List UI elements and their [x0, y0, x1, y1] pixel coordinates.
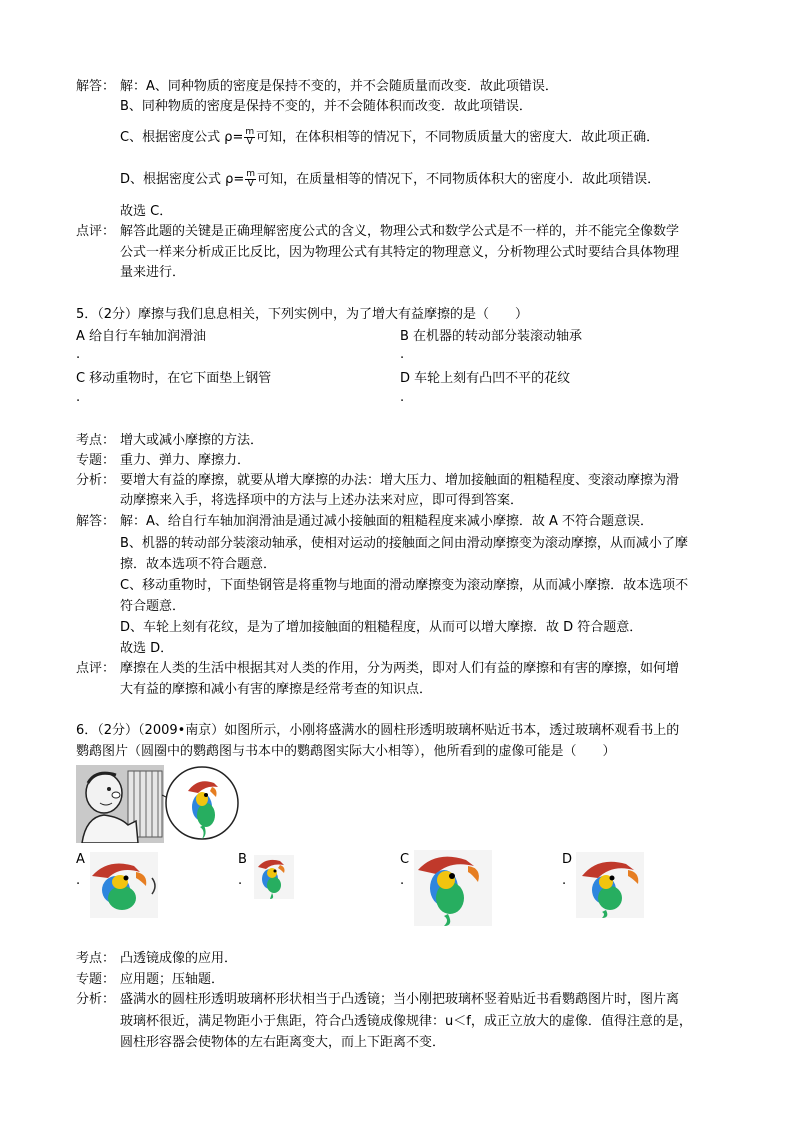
- q5-dianping-label: 点评：: [76, 661, 116, 676]
- q6-kaodian-label: 考点：: [76, 951, 116, 966]
- q6-fenxi-3: 圆柱形容器会使物体的左右距离变大，而上下距离不变．: [120, 1035, 446, 1050]
- q6-zhuanti: 应用题；压轴题．: [120, 972, 225, 987]
- q4-answer-d-post: 可知，在质量相等的情况下，不同物质体积大的密度小．故此项错误．: [257, 172, 661, 187]
- q6-option-c-dot: .: [400, 873, 405, 888]
- fraction-numerator: m: [246, 169, 256, 179]
- q4-comment-label: 点评：: [76, 224, 116, 239]
- q6-stem-1: 6．（2分）（2009•南京）如图所示，小刚将盛满水的圆柱形透明玻璃杯贴近书本，透过玻璃杯观看书上的: [76, 723, 680, 738]
- q5-kaodian: 增大或减小摩擦的方法．: [120, 433, 264, 448]
- q5-fenxi-1: 要增大有益的摩擦，就要从增大摩擦的办法：增大压力、增加接触面的粗糙程度、变滚动摩擦为滑: [120, 473, 680, 488]
- q5-jieda-7: 故选 D．: [120, 641, 174, 656]
- q5-jieda-4: C、移动重物时，下面垫钢管是将重物与地面的滑动摩擦变为滚动摩擦，从而减小摩擦．故本选项不: [120, 578, 689, 593]
- q5-fenxi-2: 动摩擦来入手，将选择项中的方法与上述办法来对应，即可得到答案．: [120, 493, 524, 508]
- q4-comment-3: 量来进行．: [120, 265, 186, 280]
- q4-comment-2: 公式一样来分析成正比反比，因为物理公式有其特定的物理意义，分析物理公式时要结合具体物理: [120, 245, 680, 260]
- q5-option-d[interactable]: D 车轮上刻有凸凹不平的花纹: [400, 371, 571, 386]
- q4-choose: 故选 C．: [120, 204, 173, 219]
- q5-option-c-dot: .: [76, 390, 81, 405]
- q4-answer-c-pre: C、根据密度公式 ρ=: [120, 130, 244, 145]
- fraction-denominator: V: [247, 179, 254, 189]
- density-fraction: [244, 128, 255, 147]
- q5-jieda-6: D、车轮上刻有花纹，是为了增加接触面的粗糙程度，从而可以增大摩擦．故 D 符合题意．: [120, 620, 643, 635]
- q4-comment-1: 解答此题的关键是正确理解密度公式的含义，物理公式和数学公式是不一样的，并不能完全像数学: [120, 224, 680, 239]
- q6-fenxi-label: 分析：: [76, 992, 116, 1007]
- q6-zhuanti-label: 专题：: [76, 972, 116, 987]
- q5-dianping-1: 摩擦在人类的生活中根据其对人类的作用，分为两类，即对人们有益的摩擦和有害的摩擦，如何增: [120, 661, 680, 676]
- q6-option-b-label[interactable]: B: [238, 852, 247, 867]
- q6-option-a-dot: .: [76, 873, 81, 888]
- q6-stem-2: 鹦鹉图片（圆圈中的鹦鹉图与书本中的鹦鹉图实际大小相等），他所看到的虚像可能是（ ）: [76, 744, 616, 759]
- q5-jieda-5: 符合题意．: [120, 599, 186, 614]
- density-fraction: [245, 170, 256, 189]
- q5-dianping-2: 大有益的摩擦和减小有害的摩擦是经常考查的知识点．: [120, 682, 433, 697]
- q5-jieda-1: 解：A、给自行车轴加润滑油是通过减小接触面的粗糙程度来减小摩擦．故 A 不符合题意误．: [120, 514, 654, 529]
- q6-option-c-image[interactable]: [414, 850, 492, 926]
- q4-answer-c-post: 可知，在体积相等的情况下，不同物质质量大的密度大．故此项正确．: [256, 130, 660, 145]
- q6-option-c-label[interactable]: C: [400, 852, 410, 867]
- q5-jieda-3: 擦．故本选项不符合题意．: [120, 557, 277, 572]
- main-illustration: [76, 765, 244, 843]
- q4-answer-b: B、同种物质的密度是保持不变的，并不会随体积而改变．故此项错误．: [120, 99, 532, 114]
- q6-fenxi-2: 玻璃杯很近，满足物距小于焦距，符合凸透镜成像规律：u＜f，成正立放大的虚像．值得注意的是，: [120, 1014, 692, 1029]
- q6-option-a-label[interactable]: A: [76, 852, 85, 867]
- q5-option-c[interactable]: C 移动重物时，在它下面垫上钢管: [76, 371, 272, 386]
- q5-stem: 5．（2分）摩擦与我们息息相关，下列实例中，为了增大有益摩擦的是（ ）: [76, 307, 529, 322]
- q6-option-a-image[interactable]: [90, 852, 158, 918]
- q5-zhuanti-label: 专题：: [76, 453, 116, 468]
- q5-option-a[interactable]: A 给自行车轴加润滑油: [76, 329, 207, 344]
- q6-fenxi-1: 盛满水的圆柱形透明玻璃杯形状相当于凸透镜；当小刚把玻璃杯竖着贴近书看鹦鹉图片时，图片离: [120, 992, 680, 1007]
- q4-answer-a: 解：A、同种物质的密度是保持不变的，并不会随质量而改变．故此项错误．: [120, 79, 558, 94]
- q5-kaodian-label: 考点：: [76, 433, 116, 448]
- q5-option-b[interactable]: B 在机器的转动部分装滚动轴承: [400, 329, 583, 344]
- fraction-numerator: m: [245, 127, 255, 137]
- q6-option-d-dot: .: [562, 873, 567, 888]
- q6-option-d-image[interactable]: [576, 852, 644, 918]
- q4-answer-d: [120, 170, 660, 189]
- q6-kaodian: 凸透镜成像的应用．: [120, 951, 238, 966]
- q5-jieda-2: B、机器的转动部分装滚动轴承，使相对运动的接触面之间由滑动摩擦变为滚动摩擦，从而减小了摩: [120, 536, 688, 551]
- q4-answer-c: [120, 128, 659, 147]
- q6-option-b-dot: .: [238, 873, 243, 888]
- q5-zhuanti: 重力、弹力、摩擦力．: [120, 453, 251, 468]
- q5-fenxi-label: 分析：: [76, 473, 116, 488]
- q6-option-d-label[interactable]: D: [562, 852, 573, 867]
- q6-option-b-image[interactable]: [254, 855, 294, 899]
- q5-option-a-dot: .: [76, 347, 81, 362]
- fraction-denominator: V: [246, 137, 253, 147]
- q5-jieda-label: 解答：: [76, 514, 116, 529]
- q5-option-b-dot: .: [400, 347, 405, 362]
- q5-option-d-dot: .: [400, 390, 405, 405]
- q4-answer-d-pre: D、根据密度公式 ρ=: [120, 172, 245, 187]
- q4-answer-label: 解答：: [76, 79, 116, 94]
